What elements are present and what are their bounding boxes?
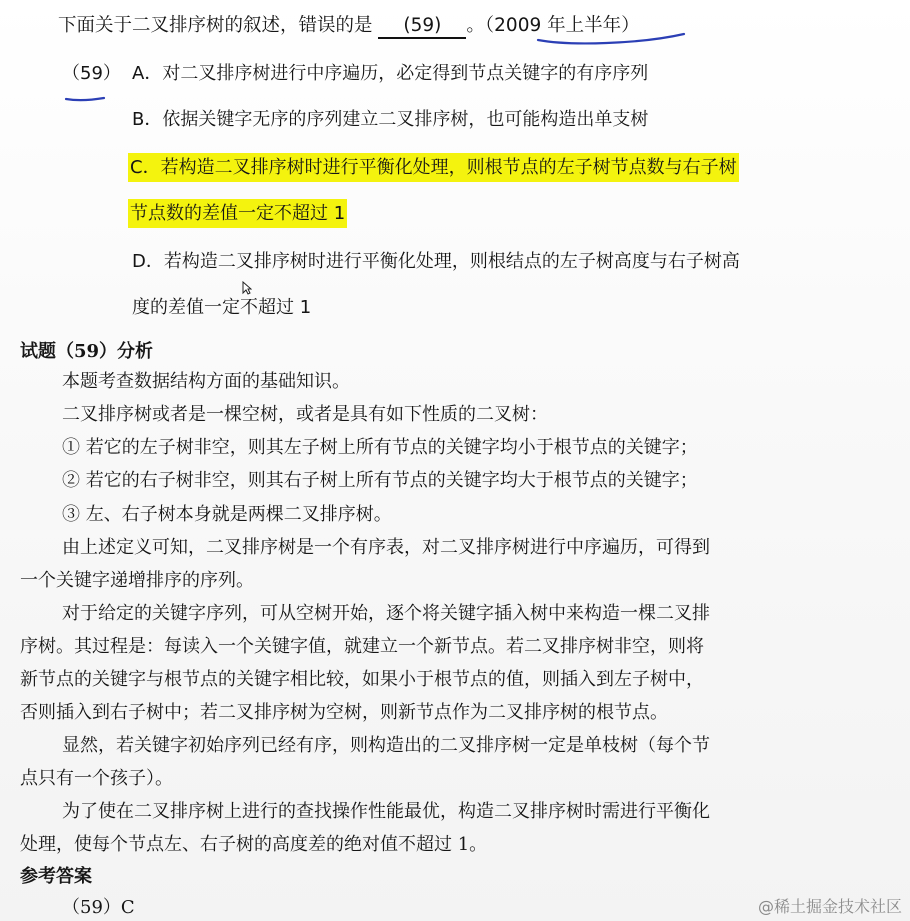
analysis-paragraph: 一个关键字递增排序的序列。 <box>20 570 254 591</box>
option-d-line2: 度的差值一定不超过 1 <box>132 297 312 318</box>
analysis-paragraph: 显然，若关键字初始序列已经有序，则构造出的二叉排序树一定是单枝树（每个节 <box>62 735 710 756</box>
analysis-paragraph: 点只有一个孩子）。 <box>20 768 173 789</box>
answer-value: （59）C <box>62 897 135 918</box>
property-item-1: ① 若它的左子树非空，则其左子树上所有节点的关键字均小于根节点的关键字； <box>62 437 698 458</box>
analysis-paragraph: 二叉排序树或者是一棵空树，或者是具有如下性质的二叉树： <box>62 404 548 425</box>
pen-underline-number <box>66 98 104 100</box>
property-item-2: ② 若它的右子树非空，则其右子树上所有节点的关键字均大于根节点的关键字； <box>62 470 698 491</box>
answer-blank: (59) <box>378 15 466 39</box>
analysis-paragraph: 为了使在二叉排序树上进行的查找操作性能最优，构造二叉排序树时需进行平衡化 <box>62 801 710 822</box>
analysis-heading: 试题（59）分析 <box>20 341 154 362</box>
analysis-paragraph: 本题考查数据结构方面的基础知识。 <box>62 371 350 392</box>
stem-suffix: 。（2009 年上半年） <box>466 15 640 36</box>
stem-prefix: 下面关于二叉排序树的叙述，错误的是 <box>58 15 373 36</box>
option-a: A．对二叉排序树进行中序遍历，必定得到节点关键字的有序序列 <box>132 63 649 84</box>
option-number: （59） <box>62 63 121 84</box>
analysis-paragraph: 序树。其过程是：每读入一个关键字值，就建立一个新节点。若二叉排序树非空，则将 <box>20 636 704 657</box>
mouse-cursor-icon <box>242 281 252 295</box>
answer-heading: 参考答案 <box>20 866 92 887</box>
pen-annotation <box>0 0 910 120</box>
option-d-line1: D．若构造二叉排序树时进行平衡化处理，则根结点的左子树高度与右子树高 <box>132 251 740 272</box>
analysis-paragraph: 新节点的关键字与根节点的关键字相比较，如果小于根节点的值，则插入到左子树中， <box>20 669 704 690</box>
option-c-line2: 节点数的差值一定不超过 1 <box>128 202 347 226</box>
analysis-paragraph: 处理，使每个节点左、右子树的高度差的绝对值不超过 1。 <box>20 834 488 855</box>
pen-underline-year <box>538 34 684 43</box>
analysis-paragraph: 对于给定的关键字序列，可从空树开始，逐个将关键字插入树中来构造一棵二叉排 <box>62 603 710 624</box>
option-c-line1: C．若构造二叉排序树时进行平衡化处理，则根节点的左子树节点数与右子树 <box>128 156 739 180</box>
analysis-paragraph: 由上述定义可知，二叉排序树是一个有序表，对二叉排序树进行中序遍历，可得到 <box>62 537 710 558</box>
property-item-3: ③ 左、右子树本身就是两棵二叉排序树。 <box>62 504 392 525</box>
watermark: @稀土掘金技术社区 <box>757 897 902 916</box>
analysis-paragraph: 否则插入到右子树中；若二叉排序树为空树，则新节点作为二叉排序树的根节点。 <box>20 702 668 723</box>
option-b: B．依据关键字无序的序列建立二叉排序树，也可能构造出单支树 <box>132 109 649 130</box>
